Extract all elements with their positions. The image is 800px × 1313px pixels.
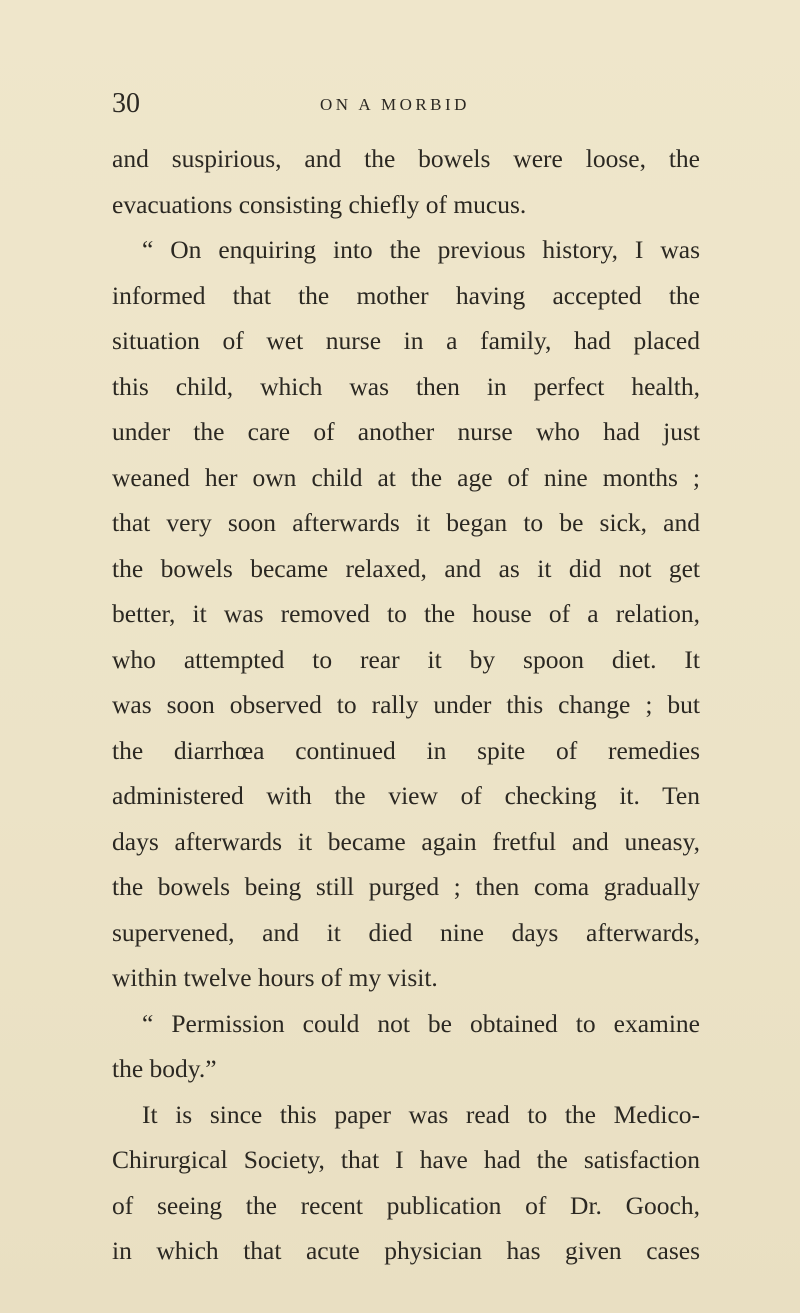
text-line: the bowels being still purged ; then coma gradually [112,872,700,901]
running-head: ON A MORBID [320,95,470,114]
page-number: 30 [112,88,140,119]
text-line: It is since this paper was read to the Medico- [142,1099,700,1129]
text-line: days afterwards it became again fretful and uneasy, [112,826,700,856]
text-line: of seeing the recent publication of Dr. Gooch, [112,1190,700,1220]
text-line: the body.” [112,1054,217,1083]
text-line: better, it was removed to the house of a relation, [112,599,700,628]
text-line: “ On enquiring into the previous history, I was [142,235,700,264]
body-text [112,136,700,1274]
text-line: Chirurgical Society, that I have had the satisfaction [112,1145,700,1174]
text-line: situation of wet nurse in a family, had placed [112,326,700,355]
text-line: “ Permission could not be obtained to examine [142,1008,700,1038]
page-header [112,86,702,122]
text-line: the diarrhœa continued in spite of remedies [112,735,700,765]
text-line: in which that acute physician has given cases [112,1236,700,1265]
text-line: evacuations consisting chiefly of mucus. [112,189,527,219]
text-line: was soon observed to rally under this change ; but [112,690,700,719]
text-line: supervened, and it died nine days afterwards, [112,917,700,947]
text-line: and suspirious, and the bowels were loose, the [112,144,700,173]
text-line: under the care of another nurse who had just [112,417,700,446]
text-line: this child, which was then in perfect health, [112,371,700,401]
text-line: administered with the view of checking it. Ten [112,781,700,810]
text-line: within twelve hours of my visit. [112,963,438,992]
text-line: that very soon afterwards it began to be sick, and [112,508,700,537]
text-line: weaned her own child at the age of nine months ; [112,462,700,492]
text-line: who attempted to rear it by spoon diet. It [112,644,700,674]
text-line: the bowels became relaxed, and as it did not get [112,553,700,583]
text-line: informed that the mother having accepted the [112,280,700,310]
